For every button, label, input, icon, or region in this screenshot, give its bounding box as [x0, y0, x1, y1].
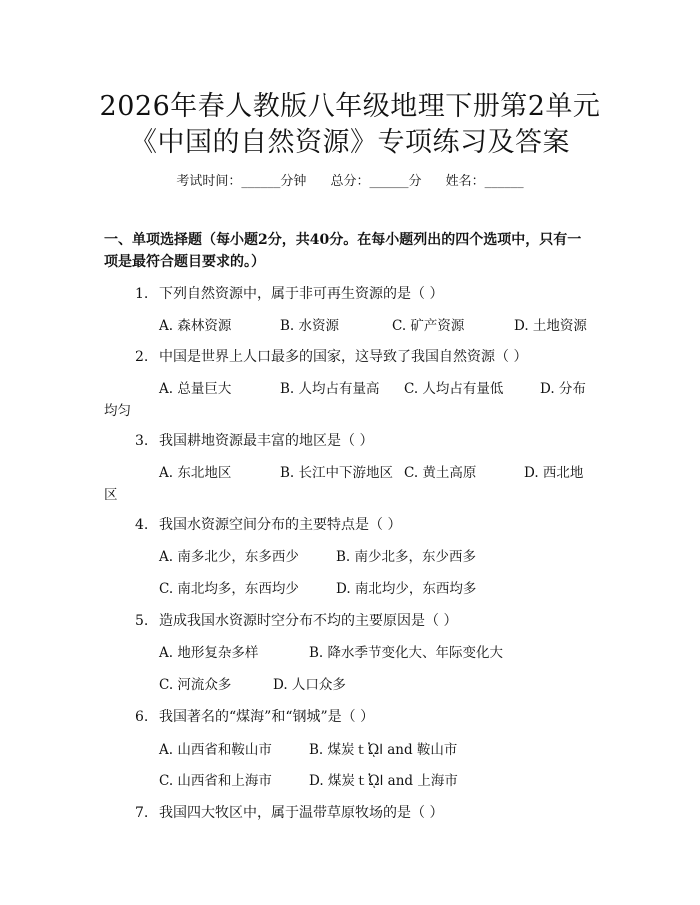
option-d[interactable]: D. 土地资源 — [514, 318, 587, 334]
option-c[interactable]: C. 黄土高原 — [404, 465, 477, 481]
question-number: 2. — [135, 349, 149, 365]
option-d[interactable]: D. 分布 — [540, 381, 586, 397]
page-title-line-1: 2026年春人教版八年级地理下册第2单元 — [99, 91, 601, 122]
option-b[interactable]: B. 降水季节变化大、年际变化大 — [309, 645, 504, 661]
question-text: 造成我国水资源时空分布不均的主要原因是（ ） — [159, 613, 458, 629]
question-text: 下列自然资源中，属于非可再生资源的是（ ） — [159, 286, 444, 302]
question-5 — [135, 610, 457, 630]
exam-info — [0, 170, 700, 189]
question-3 — [135, 430, 373, 450]
question-text: 我国著名的“煤海”和“钢城”是（ ） — [159, 709, 375, 725]
question-number: 3. — [135, 433, 149, 449]
option-d-continuation: 区 — [104, 487, 118, 503]
question-1 — [135, 283, 443, 303]
option-c[interactable]: C. 人均占有量低 — [404, 381, 504, 397]
question-number: 1. — [135, 286, 149, 302]
option-a[interactable]: A. 总量巨大 — [159, 381, 232, 397]
option-d-continuation: 均匀 — [104, 403, 131, 419]
option-d[interactable]: D. 西北地 — [524, 465, 584, 481]
question-number: 6. — [135, 709, 149, 725]
option-c[interactable]: C. 河流众多 — [159, 677, 232, 693]
question-text: 中国是世界上人口最多的国家，这导致了我国自然资源（ ） — [159, 349, 528, 365]
option-c[interactable]: C. 矿产资源 — [392, 318, 465, 334]
option-b[interactable]: B. 煤炭ｔᾨا and 鞍山市 — [309, 742, 458, 758]
option-a[interactable]: A. 山西省和鞍山市 — [159, 742, 272, 758]
question-number: 5. — [135, 613, 149, 629]
exam-score: 总分：______分 — [330, 174, 422, 189]
question-text: 我国四大牧区中，属于温带草原牧场的是（ ） — [159, 805, 444, 821]
option-c[interactable]: C. 山西省和上海市 — [159, 773, 272, 789]
option-a[interactable]: A. 南多北少，东多西少 — [159, 549, 299, 565]
question-number: 7. — [135, 805, 149, 821]
option-a[interactable]: A. 森林资源 — [159, 318, 232, 334]
page-title-line-2: 《中国的自然资源》专项练习及答案 — [130, 127, 570, 158]
option-b[interactable]: B. 人均占有量高 — [280, 381, 380, 397]
option-b[interactable]: B. 水资源 — [280, 318, 340, 334]
question-6 — [135, 706, 374, 726]
option-a[interactable]: A. 东北地区 — [159, 465, 232, 481]
option-c[interactable]: C. 南北均多，东西均少 — [159, 581, 299, 597]
section-heading: 一、单项选择题（每小题2分，共40分。在每小题列出的四个选项中，只有一项是最符合题目要求的。） — [104, 232, 582, 270]
question-7 — [135, 802, 443, 822]
question-2 — [135, 346, 527, 366]
option-b[interactable]: B. 长江中下游地区 — [280, 465, 394, 481]
option-b[interactable]: B. 南少北多，东少西多 — [336, 549, 477, 565]
question-text: 我国耕地资源最丰富的地区是（ ） — [159, 433, 374, 449]
option-d[interactable]: D. 人口众多 — [273, 677, 346, 693]
option-d[interactable]: D. 南北均少，东西均多 — [336, 581, 477, 597]
exam-name: 姓名：______ — [445, 174, 524, 189]
question-4 — [135, 514, 401, 534]
exam-time: 考试时间：______分钟 — [176, 174, 307, 189]
question-text: 我国水资源空间分布的主要特点是（ ） — [159, 517, 402, 533]
question-number: 4. — [135, 517, 149, 533]
option-a[interactable]: A. 地形复杂多样 — [159, 645, 259, 661]
option-d[interactable]: D. 煤炭ｔᾨا and 上海市 — [309, 773, 458, 789]
